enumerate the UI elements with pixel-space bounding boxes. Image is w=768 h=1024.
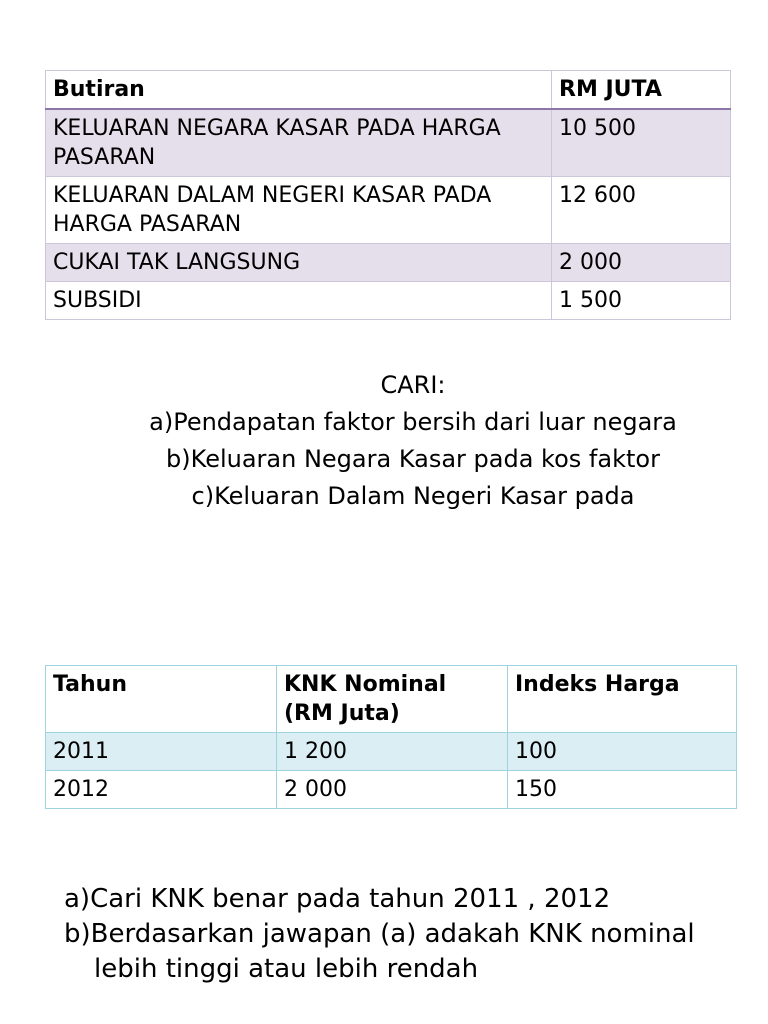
table-row	[46, 177, 731, 244]
header-butiran: Butiran	[46, 71, 552, 110]
table-header-row	[46, 71, 731, 110]
header-rm-juta: RM JUTA	[552, 71, 731, 110]
question-list	[64, 882, 714, 1024]
question-b: b)Berdasarkan jawapan (a) adakah KNK nominal lebih tinggi atau lebih rendah	[64, 919, 695, 984]
cari-item-c: c)Keluaran Dalam Negeri Kasar pada	[191, 482, 635, 510]
header-indeks-harga: Indeks Harga	[508, 666, 737, 733]
table-row	[46, 733, 737, 771]
cari-instructions	[100, 370, 726, 574]
row-item: CUKAI TAK LANGSUNG	[46, 244, 552, 282]
cari-heading: CARI:	[380, 371, 446, 399]
table-row	[46, 282, 731, 320]
cell-tahun: 2012	[46, 771, 277, 809]
table-row	[46, 244, 731, 282]
row-item: KELUARAN NEGARA KASAR PADA HARGA PASARAN	[46, 109, 552, 177]
header-tahun: Tahun	[46, 666, 277, 733]
knk-data-table	[45, 665, 737, 809]
table-header-row	[46, 666, 737, 733]
cell-indeks-harga: 100	[508, 733, 737, 771]
table-row	[46, 771, 737, 809]
row-value: 2 000	[552, 244, 731, 282]
cell-tahun: 2011	[46, 733, 277, 771]
cell-knk-nominal: 2 000	[277, 771, 508, 809]
row-value: 12 600	[552, 177, 731, 244]
header-knk-nominal: KNK Nominal (RM Juta)	[277, 666, 508, 733]
row-item: KELUARAN DALAM NEGERI KASAR PADA HARGA PASARAN	[46, 177, 552, 244]
question-a: a)Cari KNK benar pada tahun 2011 , 2012	[64, 884, 611, 914]
cari-item-a: a)Pendapatan faktor bersih dari luar negara	[149, 408, 677, 436]
cell-knk-nominal: 1 200	[277, 733, 508, 771]
table-row	[46, 109, 731, 177]
row-value: 10 500	[552, 109, 731, 177]
gnp-data-table	[45, 70, 731, 320]
cell-indeks-harga: 150	[508, 771, 737, 809]
row-item: SUBSIDI	[46, 282, 552, 320]
row-value: 1 500	[552, 282, 731, 320]
cari-item-b: b)Keluaran Negara Kasar pada kos faktor	[166, 445, 660, 473]
